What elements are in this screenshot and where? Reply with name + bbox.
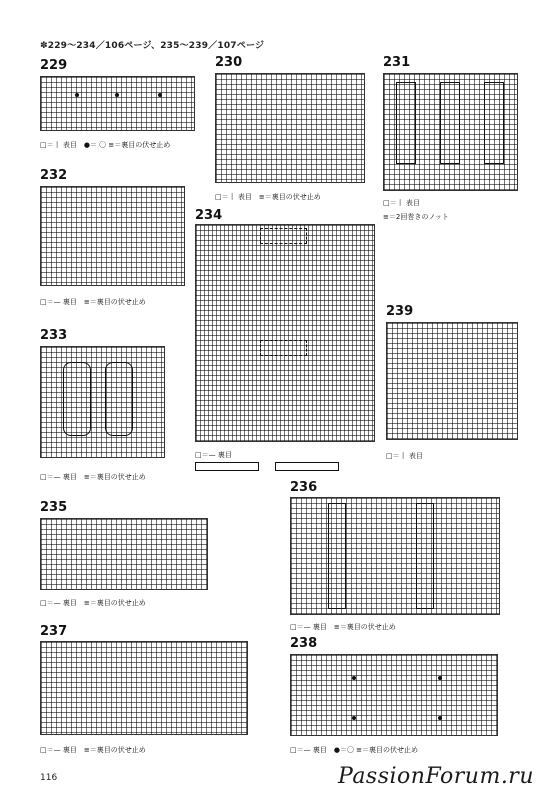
cable-outline xyxy=(396,82,416,164)
legend: □＝— 裏目 ≡＝裏目の伏せ止め xyxy=(290,623,396,631)
chart-grid xyxy=(290,654,498,736)
watermark: PassionForum.ru xyxy=(338,764,534,789)
chart-number: 232 xyxy=(40,168,68,183)
bobble-symbol xyxy=(115,93,119,97)
cable-outline xyxy=(440,82,460,164)
bobble-symbol xyxy=(352,676,356,680)
bobble-symbol xyxy=(158,93,162,97)
chart-number: 237 xyxy=(40,624,68,639)
chart-number: 233 xyxy=(40,328,68,343)
cable-diamond xyxy=(63,362,91,436)
chart-grid xyxy=(40,186,185,286)
legend: ≡＝2回巻きのノット xyxy=(383,213,449,221)
page-header: ✽229〜234／106ページ、235〜239／107ページ xyxy=(40,41,265,51)
chart-grid xyxy=(195,224,375,442)
chart-grid xyxy=(40,346,165,458)
legend: □＝— 裏目 ●＝〇 ≡＝裏目の伏せ止め xyxy=(290,746,419,754)
cable-cross xyxy=(260,340,307,356)
legend: □＝— 裏目 ≡＝裏目の伏せ止め xyxy=(40,298,146,306)
legend: □＝丨 表目 xyxy=(386,452,423,460)
cable-column xyxy=(328,503,346,609)
chart-grid xyxy=(386,322,518,440)
legend: □＝丨 表目 xyxy=(383,199,420,207)
legend: □＝— 裏目 ≡＝裏目の伏せ止め xyxy=(40,746,146,754)
cable-symbol-right xyxy=(275,462,339,471)
cable-column xyxy=(416,503,434,609)
cable-cross xyxy=(260,228,307,244)
chart-number: 230 xyxy=(215,55,243,70)
chart-number: 238 xyxy=(290,636,318,651)
cable-diamond xyxy=(105,362,133,436)
legend: □＝— 裏目 ≡＝裏目の伏せ止め xyxy=(40,473,146,481)
legend: □＝丨 表目 ≡＝裏目の伏せ止め xyxy=(215,193,321,201)
chart-number: 234 xyxy=(195,208,223,223)
bobble-symbol xyxy=(438,716,442,720)
chart-grid xyxy=(40,518,208,590)
bobble-symbol xyxy=(438,676,442,680)
chart-number: 235 xyxy=(40,500,68,515)
chart-number: 231 xyxy=(383,55,411,70)
page-number: 116 xyxy=(40,773,58,783)
chart-number: 239 xyxy=(386,304,414,319)
chart-number: 236 xyxy=(290,480,318,495)
legend: □＝— 裏目 xyxy=(195,451,232,459)
chart-number: 229 xyxy=(40,58,68,73)
bobble-symbol xyxy=(75,93,79,97)
chart-grid xyxy=(40,641,248,735)
cable-outline xyxy=(484,82,504,164)
bobble-symbol xyxy=(352,716,356,720)
cable-symbol-left xyxy=(195,462,259,471)
chart-grid xyxy=(40,76,195,131)
chart-grid xyxy=(290,497,500,615)
legend: □＝丨 表目 ●＝ 〇 ≡＝裏目の伏せ止め xyxy=(40,141,171,149)
legend: □＝— 裏目 ≡＝裏目の伏せ止め xyxy=(40,599,146,607)
chart-grid xyxy=(215,73,365,183)
